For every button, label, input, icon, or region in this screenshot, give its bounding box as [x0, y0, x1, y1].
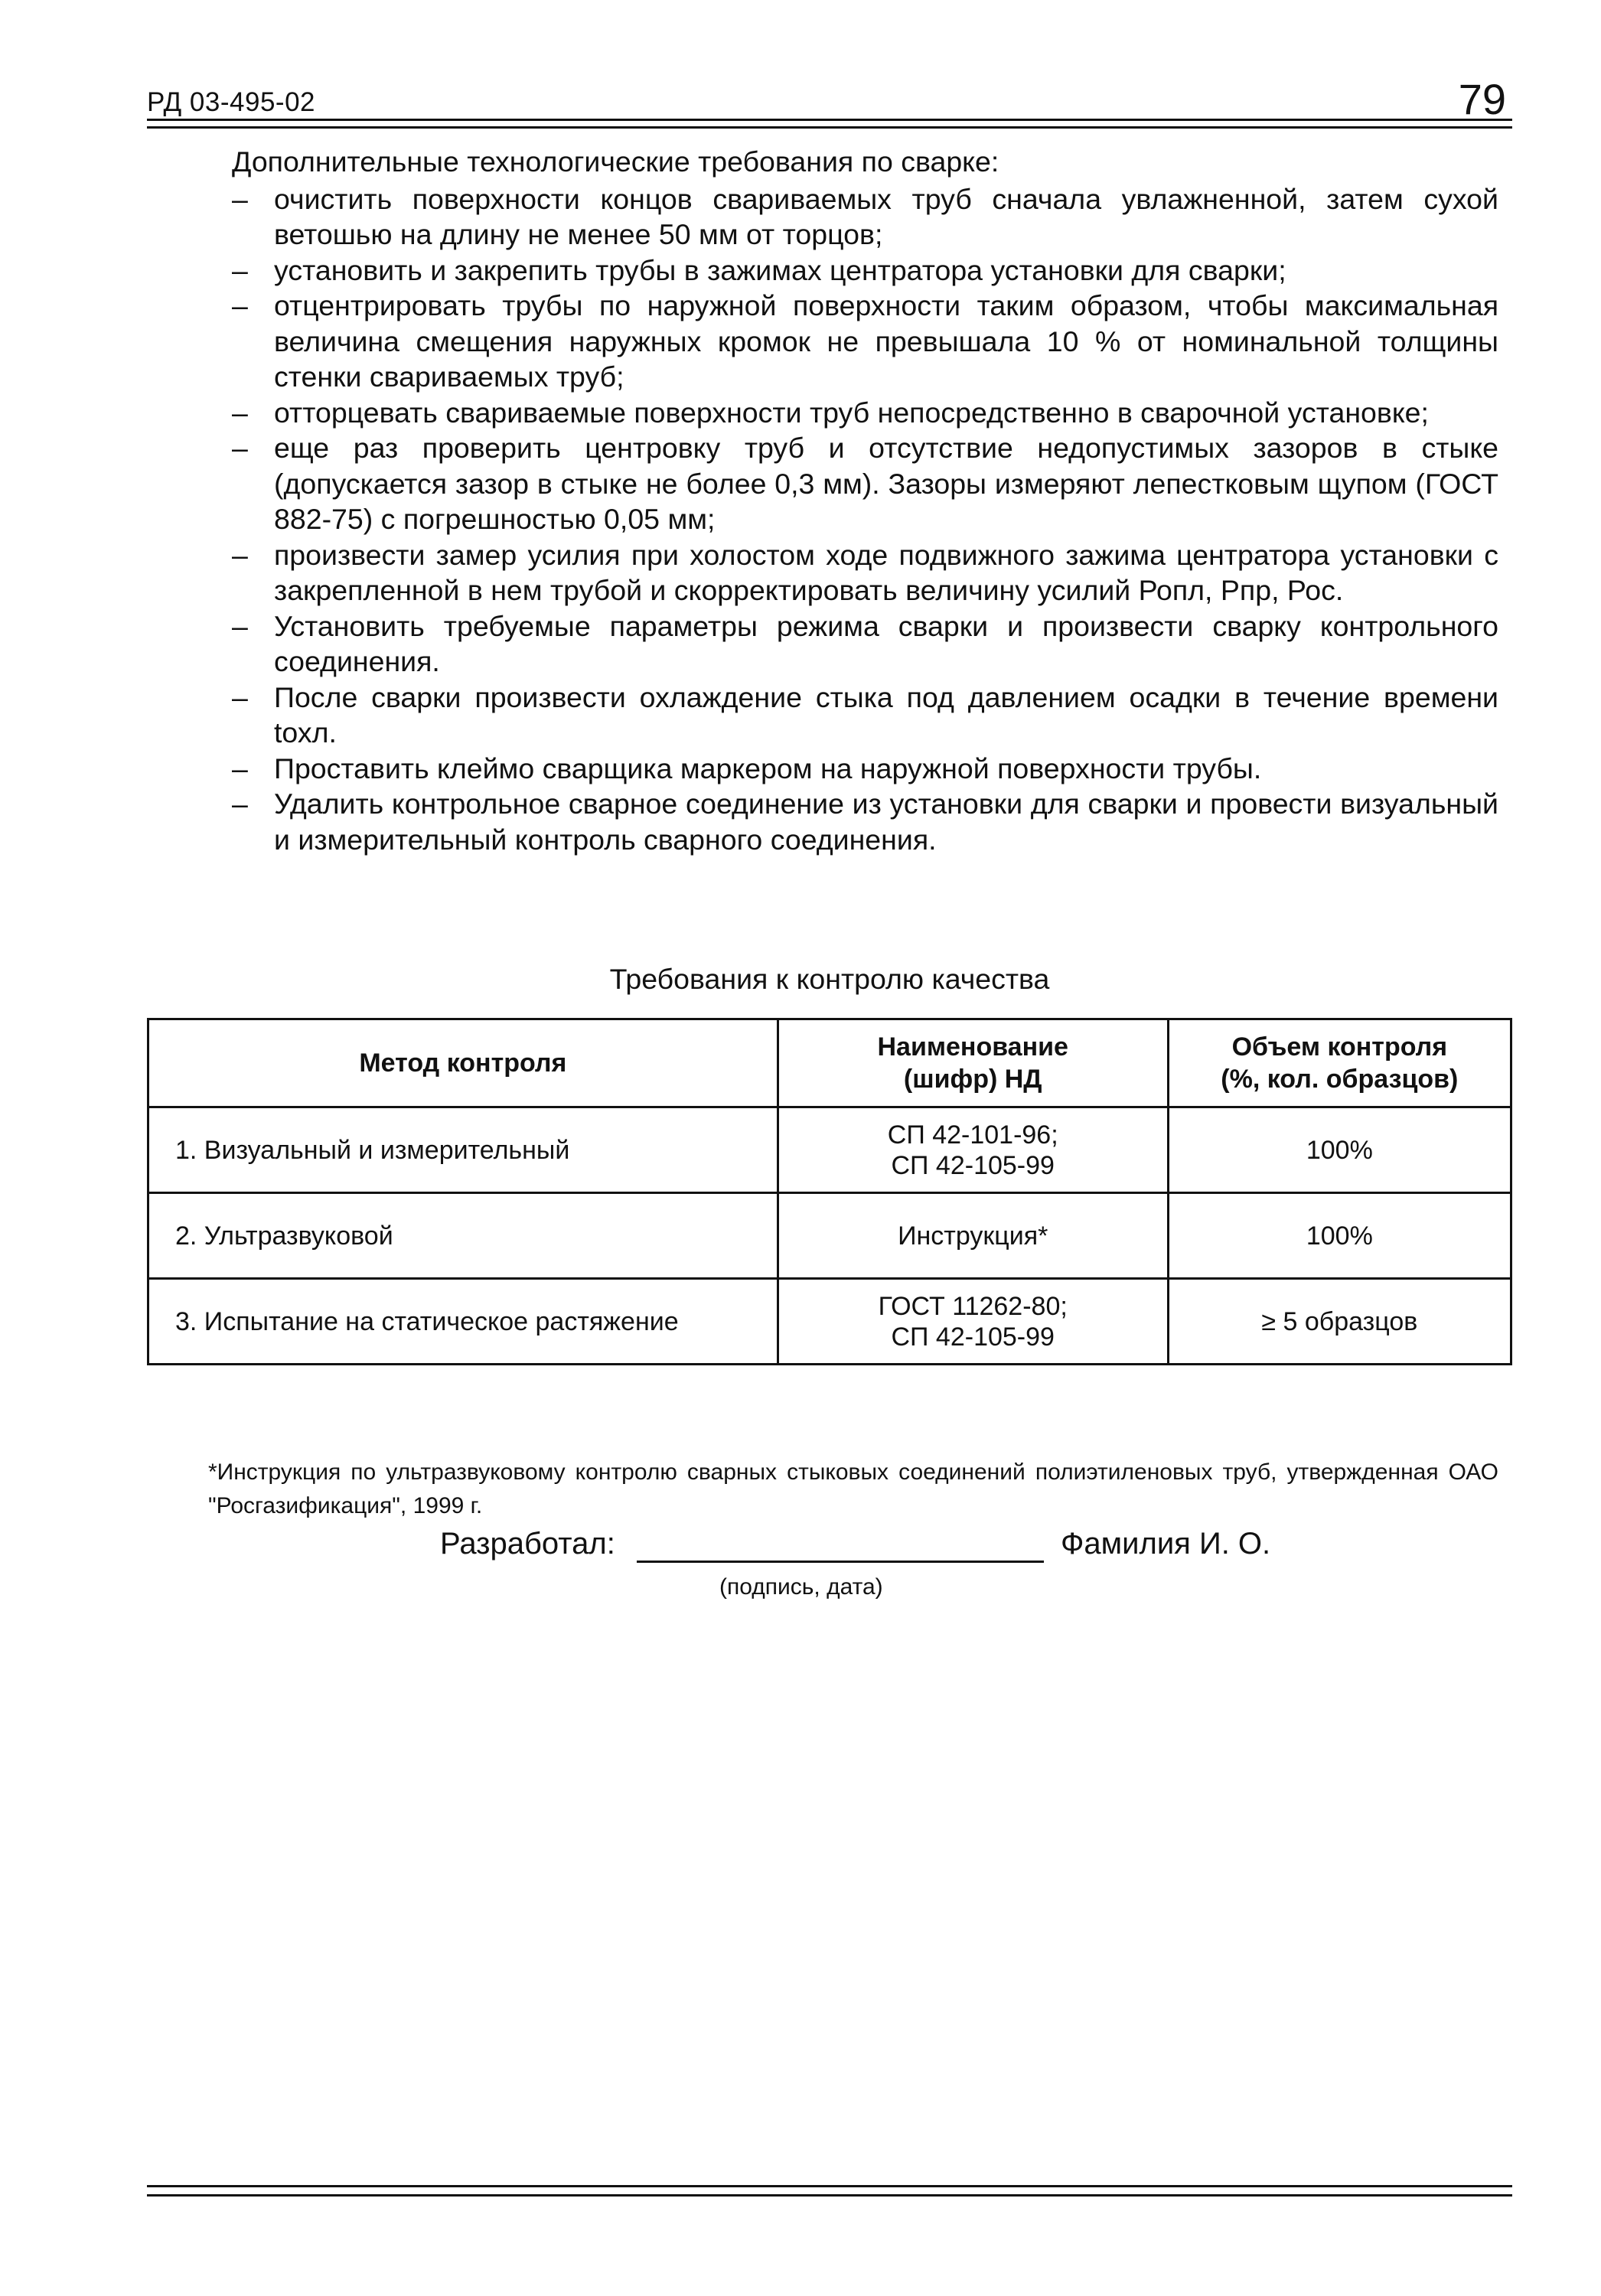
cell-standard: ГОСТ 11262-80; СП 42-105-99	[778, 1279, 1168, 1365]
cell-method: 1. Визуальный и измерительный	[148, 1107, 778, 1193]
cell-standard: СП 42-101-96; СП 42-105-99	[778, 1107, 1168, 1193]
list-item: – произвести замер усилия при холостом ходе подвижного зажима центратора установки с закрепленной в нем трубой и скорректировать величину усилий Ропл, Рпр, Рос.	[232, 537, 1498, 608]
signature-name: Фамилия И. О.	[1061, 1527, 1271, 1561]
page-number: 79	[1458, 75, 1506, 123]
cell-volume: ≥ 5 образцов	[1168, 1279, 1511, 1365]
header-rule	[147, 119, 1512, 129]
header-standard: Наименование (шифр) НД	[778, 1019, 1168, 1107]
table-row	[148, 1193, 1511, 1279]
requirements-list	[232, 181, 1498, 858]
table-row	[148, 1279, 1511, 1365]
signature-line	[637, 1561, 1044, 1563]
requirements-intro: Дополнительные технологические требования по сварке:	[232, 145, 999, 178]
page-header	[147, 70, 1512, 124]
header-method: Метод контроля	[148, 1019, 778, 1107]
table-header-row	[148, 1019, 1511, 1107]
list-item: – отторцевать свариваемые поверхности труб непосредственно в сварочной установке;	[232, 395, 1498, 431]
signature-hint: (подпись, дата)	[719, 1574, 883, 1600]
cell-standard: Инструкция*	[778, 1193, 1168, 1279]
list-item: – еще раз проверить центровку труб и отсутствие недопустимых зазоров в стыке (допускается зазор в стыке не более 0,3 мм). Зазоры измеряют лепестковым щупом (ГОСТ 882-75) с погрешностью 0,05 мм;	[232, 430, 1498, 537]
list-item: – После сварки произвести охлаждение стыка под давлением осадки в течение времени tохл.	[232, 680, 1498, 751]
list-item: – Установить требуемые параметры режима сварки и произвести сварку контрольного соединения.	[232, 608, 1498, 680]
cell-method: 2. Ультразвуковой	[148, 1193, 778, 1279]
table-row	[148, 1107, 1511, 1193]
footer-rule	[147, 2185, 1512, 2197]
cell-volume: 100%	[1168, 1107, 1511, 1193]
header-volume: Объем контроля (%, кол. образцов)	[1168, 1019, 1511, 1107]
quality-control-table	[147, 1018, 1512, 1365]
footnote: *Инструкция по ультразвуковому контролю сварных стыковых соединений полиэтиленовых труб, утвержденная ОАО "Росгазификация", 1999 г.	[208, 1459, 1498, 1518]
welding-requirements	[232, 144, 1498, 857]
document-code: РД 03-495-02	[147, 87, 315, 117]
signature-label: Разработал:	[440, 1527, 615, 1561]
list-item: – отцентрировать трубы по наружной поверхности таким образом, чтобы максимальная величина смещения наружных кромок не превышала 10 % от номинальной толщины стенки свариваемых труб;	[232, 288, 1498, 395]
list-item: – установить и закрепить трубы в зажимах центратора установки для сварки;	[232, 253, 1498, 289]
list-item: – очистить поверхности концов свариваемых труб сначала увлажненной, затем сухой ветошью на длину не менее 50 мм от торцов;	[232, 181, 1498, 253]
list-item: – Проставить клеймо сварщика маркером на наружной поверхности трубы.	[232, 751, 1498, 787]
cell-volume: 100%	[1168, 1193, 1511, 1279]
list-item: – Удалить контрольное сварное соединение из установки для сварки и провести визуальный и измерительный контроль сварного соединения.	[232, 786, 1498, 857]
table-caption: Требования к контролю качества	[609, 963, 1050, 995]
signature-block	[440, 1527, 1358, 1611]
cell-method: 3. Испытание на статическое растяжение	[148, 1279, 778, 1365]
